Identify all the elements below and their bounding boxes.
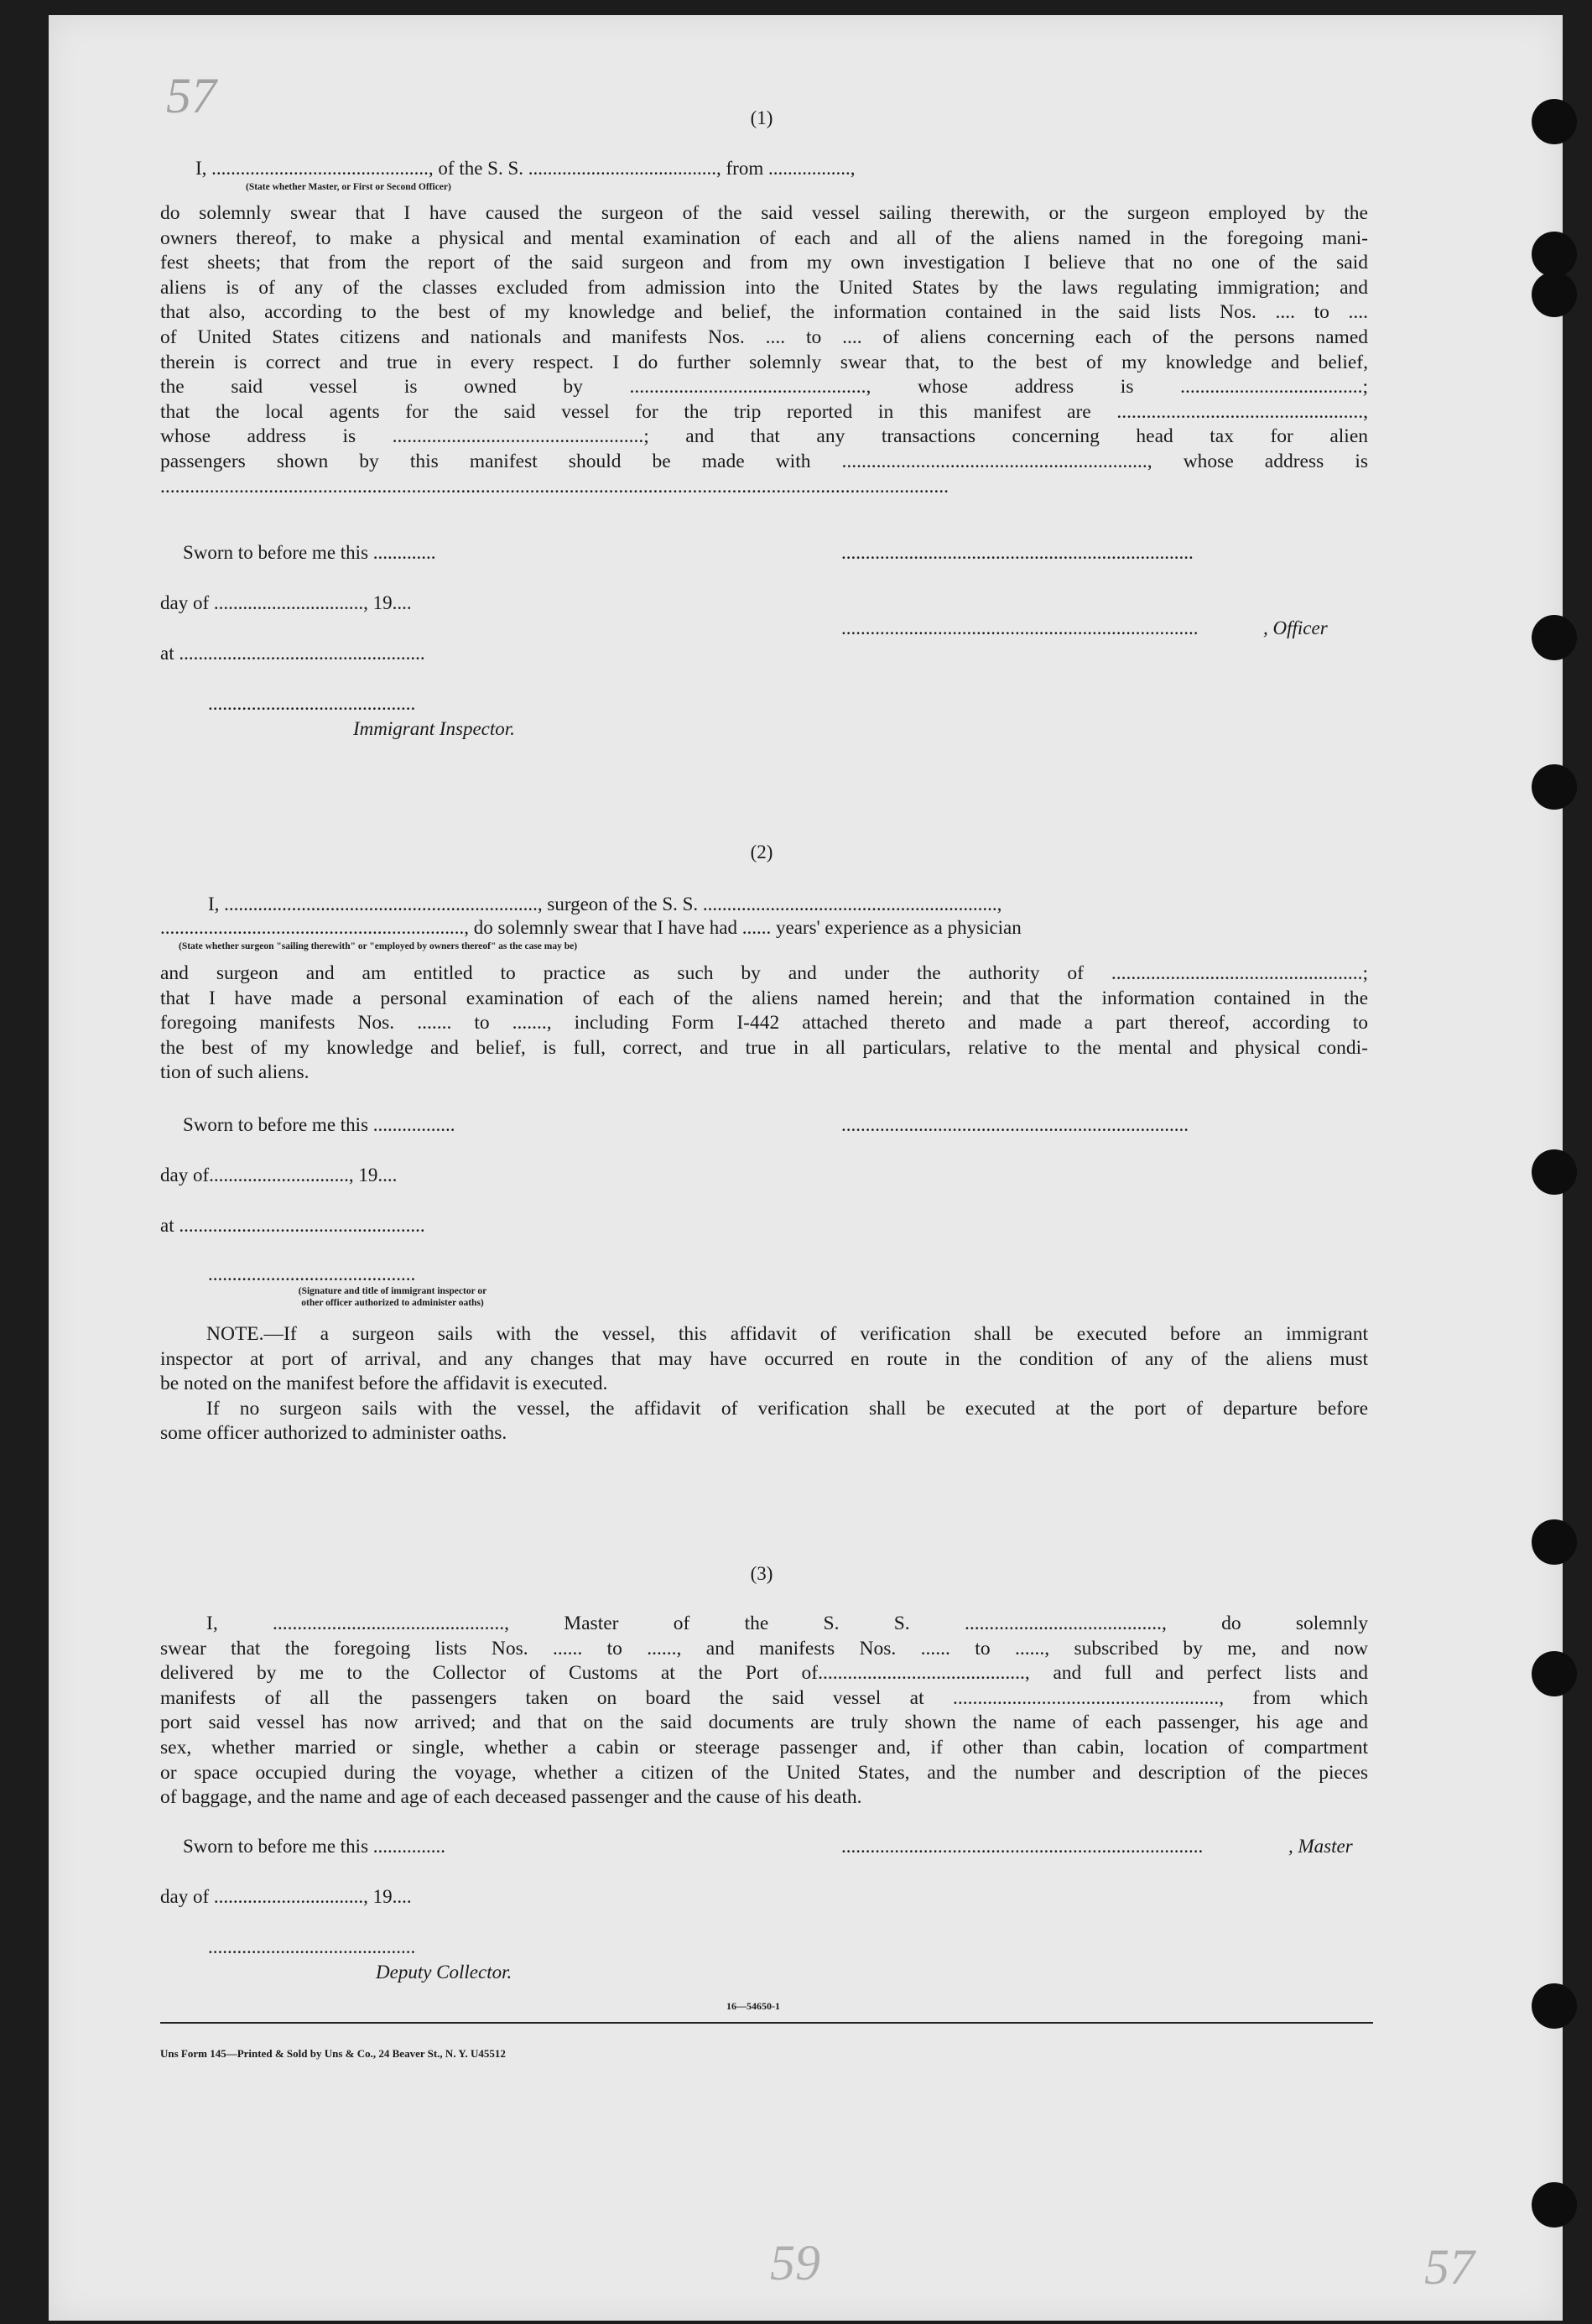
- paragraph-line: the said vessel is owned by ................................................, whose address is .....................................;: [160, 376, 1368, 399]
- paragraph-line: fest sheets; that from the report of the said surgeon and from my own investigation I believe that no one of the said: [160, 252, 1368, 274]
- paragraph-line: tion of such aliens.: [160, 1061, 310, 1084]
- margin-mark-top-left: 57: [166, 68, 216, 123]
- section-2-opening-line: I, ................................................................., surgeon of the S. S. .............................................................,: [208, 894, 1002, 914]
- form-code: 16—54650-1: [726, 2000, 780, 2012]
- section-3-heading: (3): [750, 1563, 773, 1584]
- section-3-deputy-collector-label: Deputy Collector.: [376, 1962, 512, 1983]
- section-3-sworn-line: Sworn to before me this ...............: [183, 1836, 446, 1857]
- section-1-officer-label: , Officer: [1263, 617, 1328, 638]
- section-2-signature-line: ...........................................: [208, 1264, 416, 1284]
- section-2-state-note: (State whether surgeon "sailing therewith" or "employed by owners thereof" as the case may be): [179, 941, 578, 951]
- punch-hole: [1532, 1983, 1577, 2029]
- punch-hole: [1532, 232, 1577, 277]
- section-2-paragraph: [160, 961, 1368, 1086]
- paragraph-line: do solemnly swear that I have caused the surgeon of the said vessel sailing therewith, or the surgeon employed by the: [160, 202, 1368, 224]
- section-2-second-line: ..............................................................., do solemnly swear that I have had ...... years' experience as a physician: [160, 917, 1022, 938]
- paragraph-line: foregoing manifests Nos. ....... to ......., including Form I-442 attached thereto and made a part thereof, according to: [160, 1012, 1368, 1034]
- note-line: be noted on the manifest before the affidavit is executed.: [160, 1373, 608, 1395]
- punch-hole: [1532, 1519, 1577, 1565]
- manifest-back-page: [49, 15, 1563, 2321]
- section-1-opening-line: I, ............................................., of the S. S. ......................................., from .................,: [195, 158, 856, 179]
- section-1-sworn-line: Sworn to before me this .............: [183, 542, 436, 563]
- paragraph-line: and surgeon and am entitled to practice as such by and under the authority of ...................................................;: [160, 962, 1368, 984]
- section-3-master-label: , Master: [1288, 1836, 1353, 1857]
- punch-hole: [1532, 1149, 1577, 1195]
- paragraph-line: manifests of all the passengers taken on board the said vessel at ......................................................, from which: [160, 1686, 1368, 1709]
- section-1-paragraph: [160, 201, 1368, 499]
- punch-hole: [1532, 272, 1577, 317]
- paragraph-line: aliens is of any of the classes excluded from admission into the United States by the laws regulating immigration; and: [160, 276, 1368, 299]
- paragraph-line: delivered by me to the Collector of Customs at the Port of.........................................., and full and perfect lists and: [160, 1662, 1368, 1685]
- note-line: some officer authorized to administer oaths.: [160, 1422, 507, 1445]
- punch-hole: [1532, 2182, 1577, 2228]
- footer-rule: [160, 2022, 1373, 2024]
- section-1-day-line: day of ..............................., 19....: [160, 592, 412, 613]
- section-2-heading: (2): [750, 842, 773, 862]
- section-3-paragraph: [160, 1612, 1368, 1811]
- paragraph-line: or space occupied during the voyage, whether a citizen of the United States, and the number and description of the pieces: [160, 1761, 1368, 1784]
- punch-hole: [1532, 764, 1577, 810]
- section-1-blank-line: .........................................................................: [841, 542, 1194, 563]
- paragraph-line: I, ..............................................., Master of the S. S. ........................................, do solemnly: [206, 1613, 1368, 1634]
- paragraph-line: that I have made a personal examination of each of the aliens named herein; and that the information contained in the: [160, 987, 1368, 1009]
- punch-hole: [1532, 615, 1577, 660]
- note-line: NOTE.—If a surgeon sails with the vessel, this affidavit of verification shall be executed before an immigrant: [206, 1323, 1368, 1345]
- paragraph-line: that the local agents for the said vessel for the trip reported in this manifest are ..................................................,: [160, 400, 1368, 423]
- section-2-day-line: day of............................., 19....: [160, 1165, 398, 1185]
- paragraph-line: owners thereof, to make a physical and mental examination of each and all of the aliens named in the foregoing mani-: [160, 227, 1368, 249]
- paragraph-line: the best of my knowledge and belief, is full, correct, and true in all particulars, relative to the mental and physical condi-: [160, 1036, 1368, 1059]
- section-2-surgeon-signature-line: ........................................................................: [841, 1114, 1189, 1135]
- section-1-at-line: at ...................................................: [160, 643, 425, 664]
- signature-note-line: other officer authorized to administer oaths): [301, 1298, 484, 1308]
- section-3-master-signature-line: ...........................................................................: [841, 1836, 1204, 1857]
- section-2-signature-note: [208, 1285, 577, 1309]
- section-2-at-line: at ...................................................: [160, 1215, 425, 1236]
- paragraph-line: port said vessel has now arrived; and that on the said documents are truly shown the name of each passenger, his age and: [160, 1712, 1368, 1734]
- paragraph-line: passengers shown by this manifest should be made with .............................................................., whose address is: [160, 450, 1368, 472]
- paragraph-line: sex, whether married or single, whether a cabin or steerage passenger and, if other than cabin, location of compartment: [160, 1736, 1368, 1759]
- section-1-signature-line: ...........................................: [208, 693, 416, 714]
- section-3-day-line: day of ..............................., 19....: [160, 1886, 412, 1907]
- section-1-officer-line: ..........................................................................: [841, 617, 1199, 638]
- section-3-signature-line: ...........................................: [208, 1936, 416, 1957]
- paragraph-line: of baggage, and the name and age of each deceased passenger and the cause of his death.: [160, 1786, 862, 1809]
- paragraph-line: therein is correct and true in every respect. I do further solemnly swear that, to the best of my knowledge and belief,: [160, 351, 1368, 373]
- paragraph-line: whose address is ...................................................; and that any transactions concerning head tax for alien: [160, 425, 1368, 448]
- section-1-state-note: (State whether Master, or First or Second Officer): [246, 182, 451, 192]
- section-2-note: [160, 1322, 1368, 1446]
- paragraph-line: swear that the foregoing lists Nos. ...... to ......, and manifests Nos. ...... to ......, subscribed by me, and now: [160, 1637, 1368, 1660]
- paragraph-line: that also, according to the best of my knowledge and belief, the information contained in the said lists Nos. .... to ....: [160, 301, 1368, 324]
- paragraph-line: of United States citizens and nationals and manifests Nos. .... to .... of aliens concerning each of the persons named: [160, 326, 1368, 348]
- section-1-heading: (1): [750, 107, 773, 128]
- note-line: inspector at port of arrival, and any changes that may have occurred en route in the condition of any of the aliens must: [160, 1347, 1368, 1370]
- margin-mark-bottom-right: 57: [1424, 2239, 1475, 2295]
- printer-credit: Uns Form 145—Printed & Sold by Uns & Co., 24 Beaver St., N. Y. U45512: [160, 2047, 506, 2060]
- punch-hole: [1532, 1651, 1577, 1696]
- section-1-immigrant-inspector-label: Immigrant Inspector.: [353, 718, 515, 739]
- margin-mark-bottom-center: 59: [770, 2235, 820, 2290]
- signature-note-line: (Signature and title of immigrant inspector or: [298, 1286, 487, 1296]
- section-2-sworn-line: Sworn to before me this .................: [183, 1114, 455, 1135]
- note-line: If no surgeon sails with the vessel, the affidavit of verification shall be executed at the port of departure before: [206, 1397, 1368, 1420]
- paragraph-line: ................................................................................................................................................................: [160, 475, 949, 498]
- punch-hole: [1532, 99, 1577, 144]
